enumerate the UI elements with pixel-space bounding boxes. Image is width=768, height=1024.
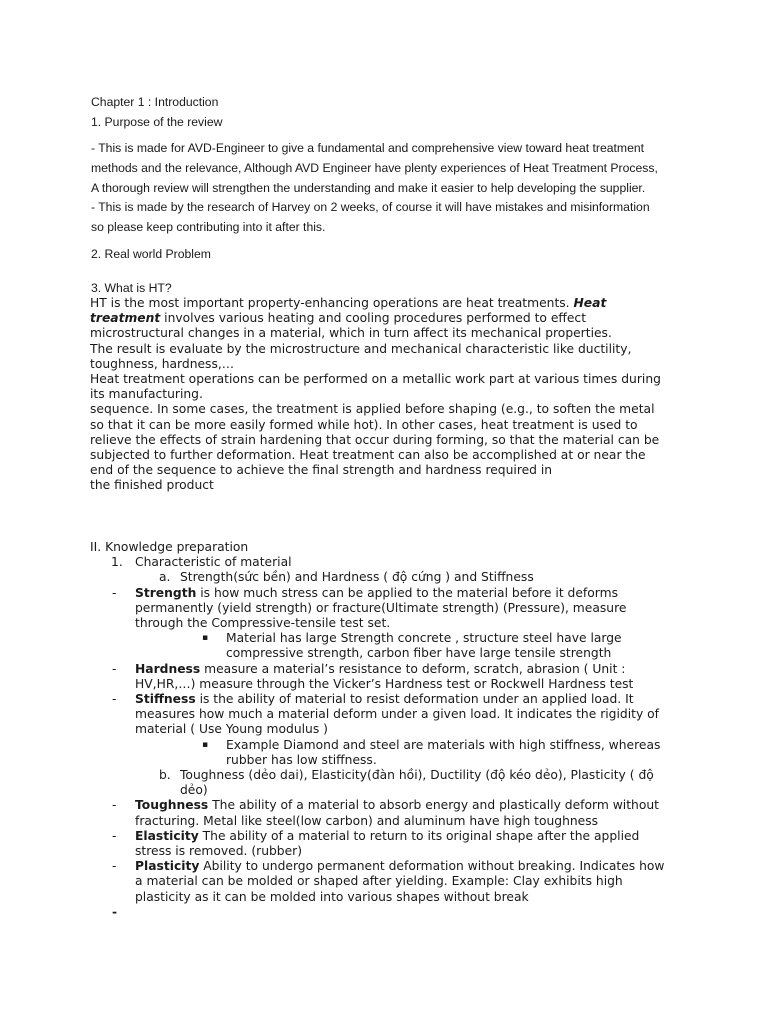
text-line: so please keep contributing into it after this. xyxy=(91,220,326,234)
text-line: the finished product xyxy=(90,478,214,493)
list-item xyxy=(90,768,690,798)
purpose-paragraph-2 xyxy=(91,197,691,237)
plasticity-item xyxy=(90,859,690,905)
list-letter: a. xyxy=(159,570,171,585)
text-span: measure a material’s resistance to deform, scratch, abrasion ( Unit : xyxy=(200,661,626,676)
text-span: is how much stress can be applied to the material before it deforms xyxy=(196,585,618,600)
dash-bullet: - xyxy=(112,904,118,919)
text-line: Heat treatment operations can be performed on a metallic work part at various times during xyxy=(90,372,661,387)
text-line: its manufacturing. xyxy=(90,387,203,402)
knowledge-section xyxy=(90,540,690,920)
square-bullet-icon: ▪ xyxy=(202,633,209,644)
ht-paragraph xyxy=(90,296,690,494)
what-is-ht-heading-block xyxy=(91,278,691,298)
text-line: - This is made for AVD-Engineer to give a fundamental and comprehensive view toward heat treatment xyxy=(91,141,645,155)
list-item-text: Strength(sức bền) and Hardness ( độ cứng ) and Stiffness xyxy=(180,570,534,585)
text-line: HV,HR,…) measure through the Vicker’s Hardness test or Rockwell Hardness test xyxy=(135,676,634,691)
text-line: methods and the relevance, Although AVD Engineer have plenty experiences of Heat Treatment Process, xyxy=(91,161,658,175)
square-bullet-icon: ▪ xyxy=(202,739,209,750)
text-span: The ability of a material to absorb energy and plastically deform without xyxy=(208,798,659,813)
text-line: through the Compressive-tensile test set. xyxy=(135,616,391,631)
hardness-item xyxy=(90,662,690,692)
text-line: - This is made by the research of Harvey on 2 weeks, of course it will have mistakes and misinformation xyxy=(91,200,650,214)
emphasis-term: Heat xyxy=(573,296,607,310)
text-line: Toughness (dẻo dai), Elasticity(đàn hồi), Ductility (độ kéo dẻo), Plasticity ( độ xyxy=(180,768,654,783)
dash-bullet: - xyxy=(112,798,117,813)
text-line: relieve the effects of strain hardening that occur during forming, so that the material can be xyxy=(90,432,660,447)
text-line: fracturing. Metal like steel(low carbon) and aluminum have high toughness xyxy=(135,813,599,828)
text-line: compressive strength, carbon fiber have large tensile strength xyxy=(226,646,612,661)
elasticity-item xyxy=(90,829,690,859)
text-line xyxy=(90,311,690,326)
text-line: Material has large Strength concrete , structure steel have large xyxy=(226,631,622,646)
text-line: dẻo) xyxy=(180,783,208,798)
list-item xyxy=(90,570,690,585)
term: Strength xyxy=(135,585,197,600)
list-letter: b. xyxy=(159,768,171,783)
text-line: stress is removed. (rubber) xyxy=(135,844,303,859)
text-line: microstructural changes in a material, which in turn affect its mechanical properties. xyxy=(90,326,612,341)
list-item xyxy=(90,555,690,570)
strength-example xyxy=(90,631,690,661)
term: Hardness xyxy=(135,661,201,676)
emphasis-term: treatment xyxy=(90,311,161,326)
real-world-heading-block xyxy=(91,244,691,264)
text-line: material ( Use Young modulus ) xyxy=(135,722,328,737)
text-line: rubber has low stiffness. xyxy=(226,752,377,767)
text-line: sequence. In some cases, the treatment is applied before shaping (e.g., to soften the metal xyxy=(90,402,655,417)
dash-bullet: - xyxy=(112,859,117,874)
intro-section xyxy=(91,92,691,132)
text-span: The ability of a material to return to its original shape after the applied xyxy=(198,828,640,843)
dash-bullet: - xyxy=(112,828,117,843)
text-span: Ability to undergo permanent deformation without breaking. Indicates how xyxy=(199,859,665,874)
text-line: The result is evaluate by the microstructure and mechanical characteristic like ductility, xyxy=(90,341,632,356)
term: Stiffness xyxy=(135,692,196,707)
text-line: so that it can be more easily formed while hot). In other cases, heat treatment is used to xyxy=(90,417,638,432)
dash-bullet: - xyxy=(112,585,117,600)
text-line: Example Diamond and steel are materials with high stiffness, whereas xyxy=(226,737,661,752)
text-line: A thorough review will strengthen the understanding and make it easier to help developing the supplier. xyxy=(91,181,646,195)
term: Toughness xyxy=(135,798,209,813)
real-world-heading: 2. Real world Problem xyxy=(91,247,211,261)
text-line: permanently (yield strength) or fracture(Ultimate strength) (Pressure), measure xyxy=(135,600,627,615)
text-line: toughness, hardness,… xyxy=(90,356,235,371)
dash-bullet: - xyxy=(112,661,117,676)
stiffness-item xyxy=(90,692,690,738)
text-line: a material can be molded or shaped after yielding. Example: Clay exhibits high xyxy=(135,874,623,889)
dash-bullet: - xyxy=(112,692,117,707)
text-span: involves various heating and cooling procedures performed to effect xyxy=(160,311,587,326)
text-line: plasticity as it can be molded into various shapes without break xyxy=(135,889,529,904)
text-span: is the ability of material to resist deformation under an applied load. It xyxy=(195,692,634,707)
purpose-paragraph-1 xyxy=(91,138,691,198)
empty-item xyxy=(90,905,690,920)
text-line: end of the sequence to achieve the final strength and hardness required in xyxy=(90,463,553,478)
list-number: 1. xyxy=(111,555,123,570)
text-line xyxy=(90,296,690,311)
knowledge-heading: II. Knowledge preparation xyxy=(90,540,249,554)
text-line: measures how much a material deform under a given load. It indicates the rigidity of xyxy=(135,707,659,722)
chapter-title: Chapter 1 : Introduction xyxy=(91,95,219,109)
term: Plasticity xyxy=(135,859,200,874)
what-is-ht-heading: 3. What is HT? xyxy=(91,281,172,295)
term: Elasticity xyxy=(135,828,199,843)
toughness-item xyxy=(90,798,690,828)
list-item-text: Characteristic of material xyxy=(135,555,292,570)
strength-item xyxy=(90,586,690,632)
stiffness-example xyxy=(90,738,690,768)
text-line: subjected to further deformation. Heat treatment can also be accomplished at or near the xyxy=(90,448,646,463)
text-span: HT is the most important property-enhancing operations are heat treatments. xyxy=(90,296,574,310)
purpose-heading: 1. Purpose of the review xyxy=(91,115,223,129)
